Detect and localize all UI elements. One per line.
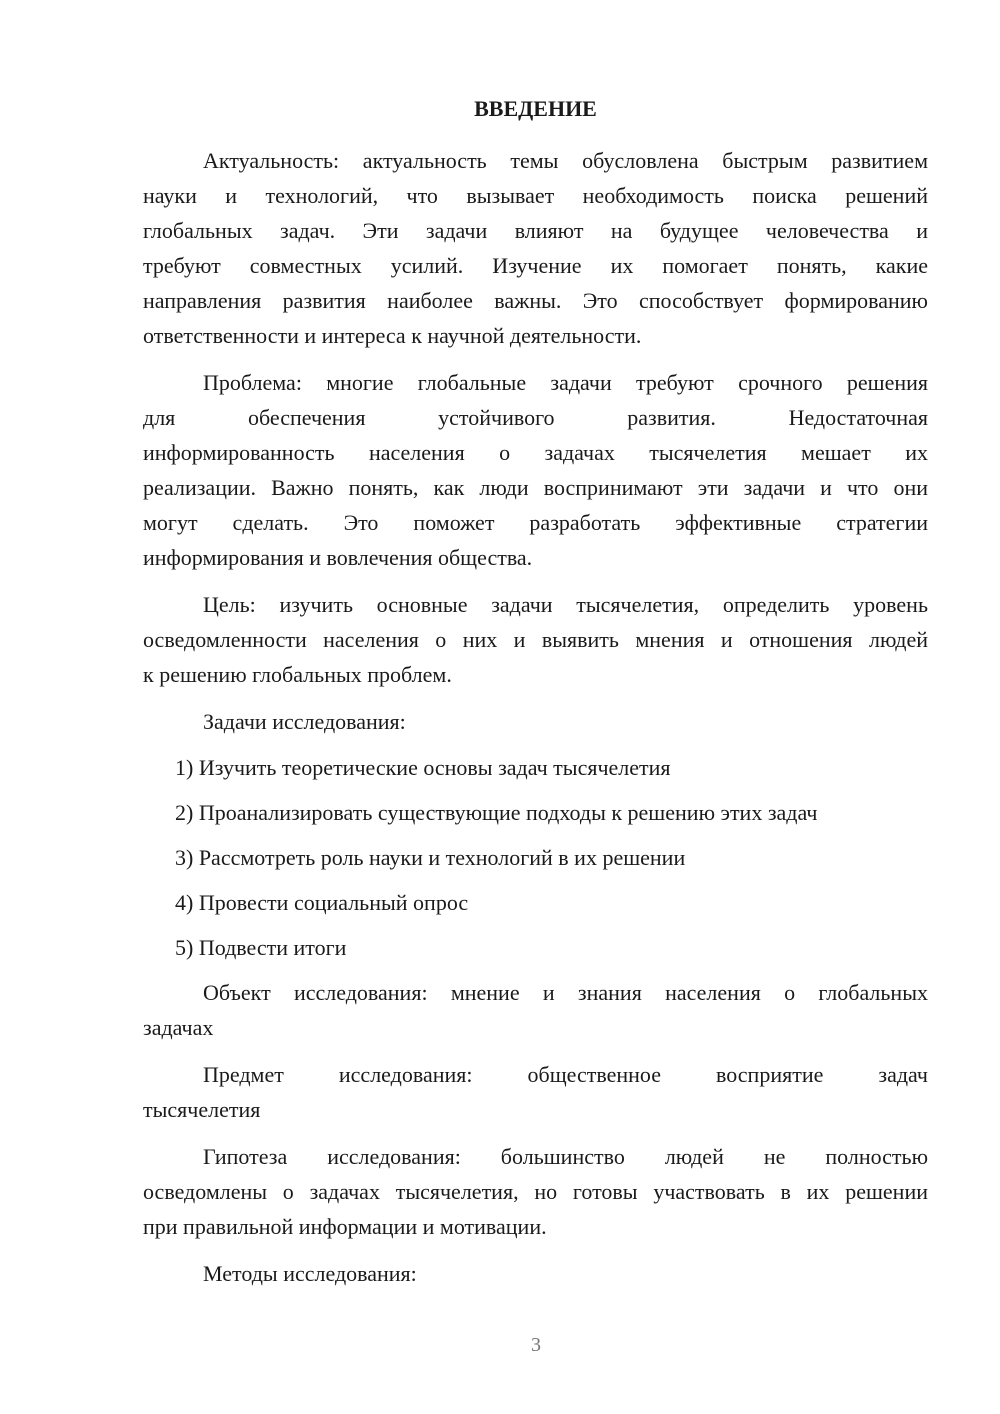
text-line: при правильной информации и мотивации. <box>143 1214 547 1239</box>
text-line: Цель: изучить основные задачи тысячелетия, определить уровень <box>203 592 928 617</box>
text-line: Предмет исследования: общественное восприятие задач <box>203 1062 928 1087</box>
text-line: Проблема: многие глобальные задачи требуют срочного решения <box>203 370 928 395</box>
task-list-item: 1) Изучить теоретические основы задач тысячелетия <box>175 755 671 780</box>
text-line: могут сделать. Это поможет разработать эффективные стратегии <box>143 510 928 535</box>
text-line: реализации. Важно понять, как люди воспринимают эти задачи и что они <box>143 475 928 500</box>
tasks-heading: Задачи исследования: <box>203 709 406 734</box>
text-line: для обеспечения устойчивого развития. Недостаточная <box>143 405 928 430</box>
text-line: науки и технологий, что вызывает необходимость поиска решений <box>143 183 928 208</box>
paragraph <box>143 587 928 692</box>
paragraph <box>143 143 928 353</box>
text-line: направления развития наиболее важны. Это способствует формированию <box>143 288 928 313</box>
text-line: осведомлены о задачах тысячелетия, но готовы участвовать в их решении <box>143 1179 928 1204</box>
paragraph <box>143 365 928 575</box>
text-line: требуют совместных усилий. Изучение их помогает понять, какие <box>143 253 928 278</box>
task-list-item: 2) Проанализировать существующие подходы к решению этих задач <box>175 800 818 825</box>
text-line: задачах <box>143 1015 214 1040</box>
text-line: Объект исследования: мнение и знания населения о глобальных <box>203 980 928 1005</box>
document-body <box>143 143 928 1302</box>
text-line: осведомленности населения о них и выявить мнения и отношения людей <box>143 627 928 652</box>
methods-heading: Методы исследования: <box>203 1261 417 1286</box>
text-line: глобальных задач. Эти задачи влияют на будущее человечества и <box>143 218 928 243</box>
task-list-item: 4) Провести социальный опрос <box>175 890 469 915</box>
page-number: 3 <box>531 1334 541 1356</box>
task-list-item: 3) Рассмотреть роль науки и технологий в их решении <box>175 845 686 870</box>
paragraph <box>143 975 928 1045</box>
text-line: информированность населения о задачах тысячелетия мешает их <box>143 440 928 465</box>
text-line: ответственности и интереса к научной деятельности. <box>143 323 642 348</box>
text-line: к решению глобальных проблем. <box>143 662 452 687</box>
text-line: Гипотеза исследования: большинство людей не полностью <box>203 1144 928 1169</box>
paragraph <box>143 1139 928 1244</box>
text-line: тысячелетия <box>143 1097 261 1122</box>
page-title: ВВЕДЕНИЕ <box>474 96 597 121</box>
task-list-item: 5) Подвести итоги <box>175 935 347 960</box>
text-line: информирования и вовлечения общества. <box>143 545 533 570</box>
text-line: Актуальность: актуальность темы обусловлена быстрым развитием <box>203 148 928 173</box>
paragraph <box>143 1057 928 1127</box>
